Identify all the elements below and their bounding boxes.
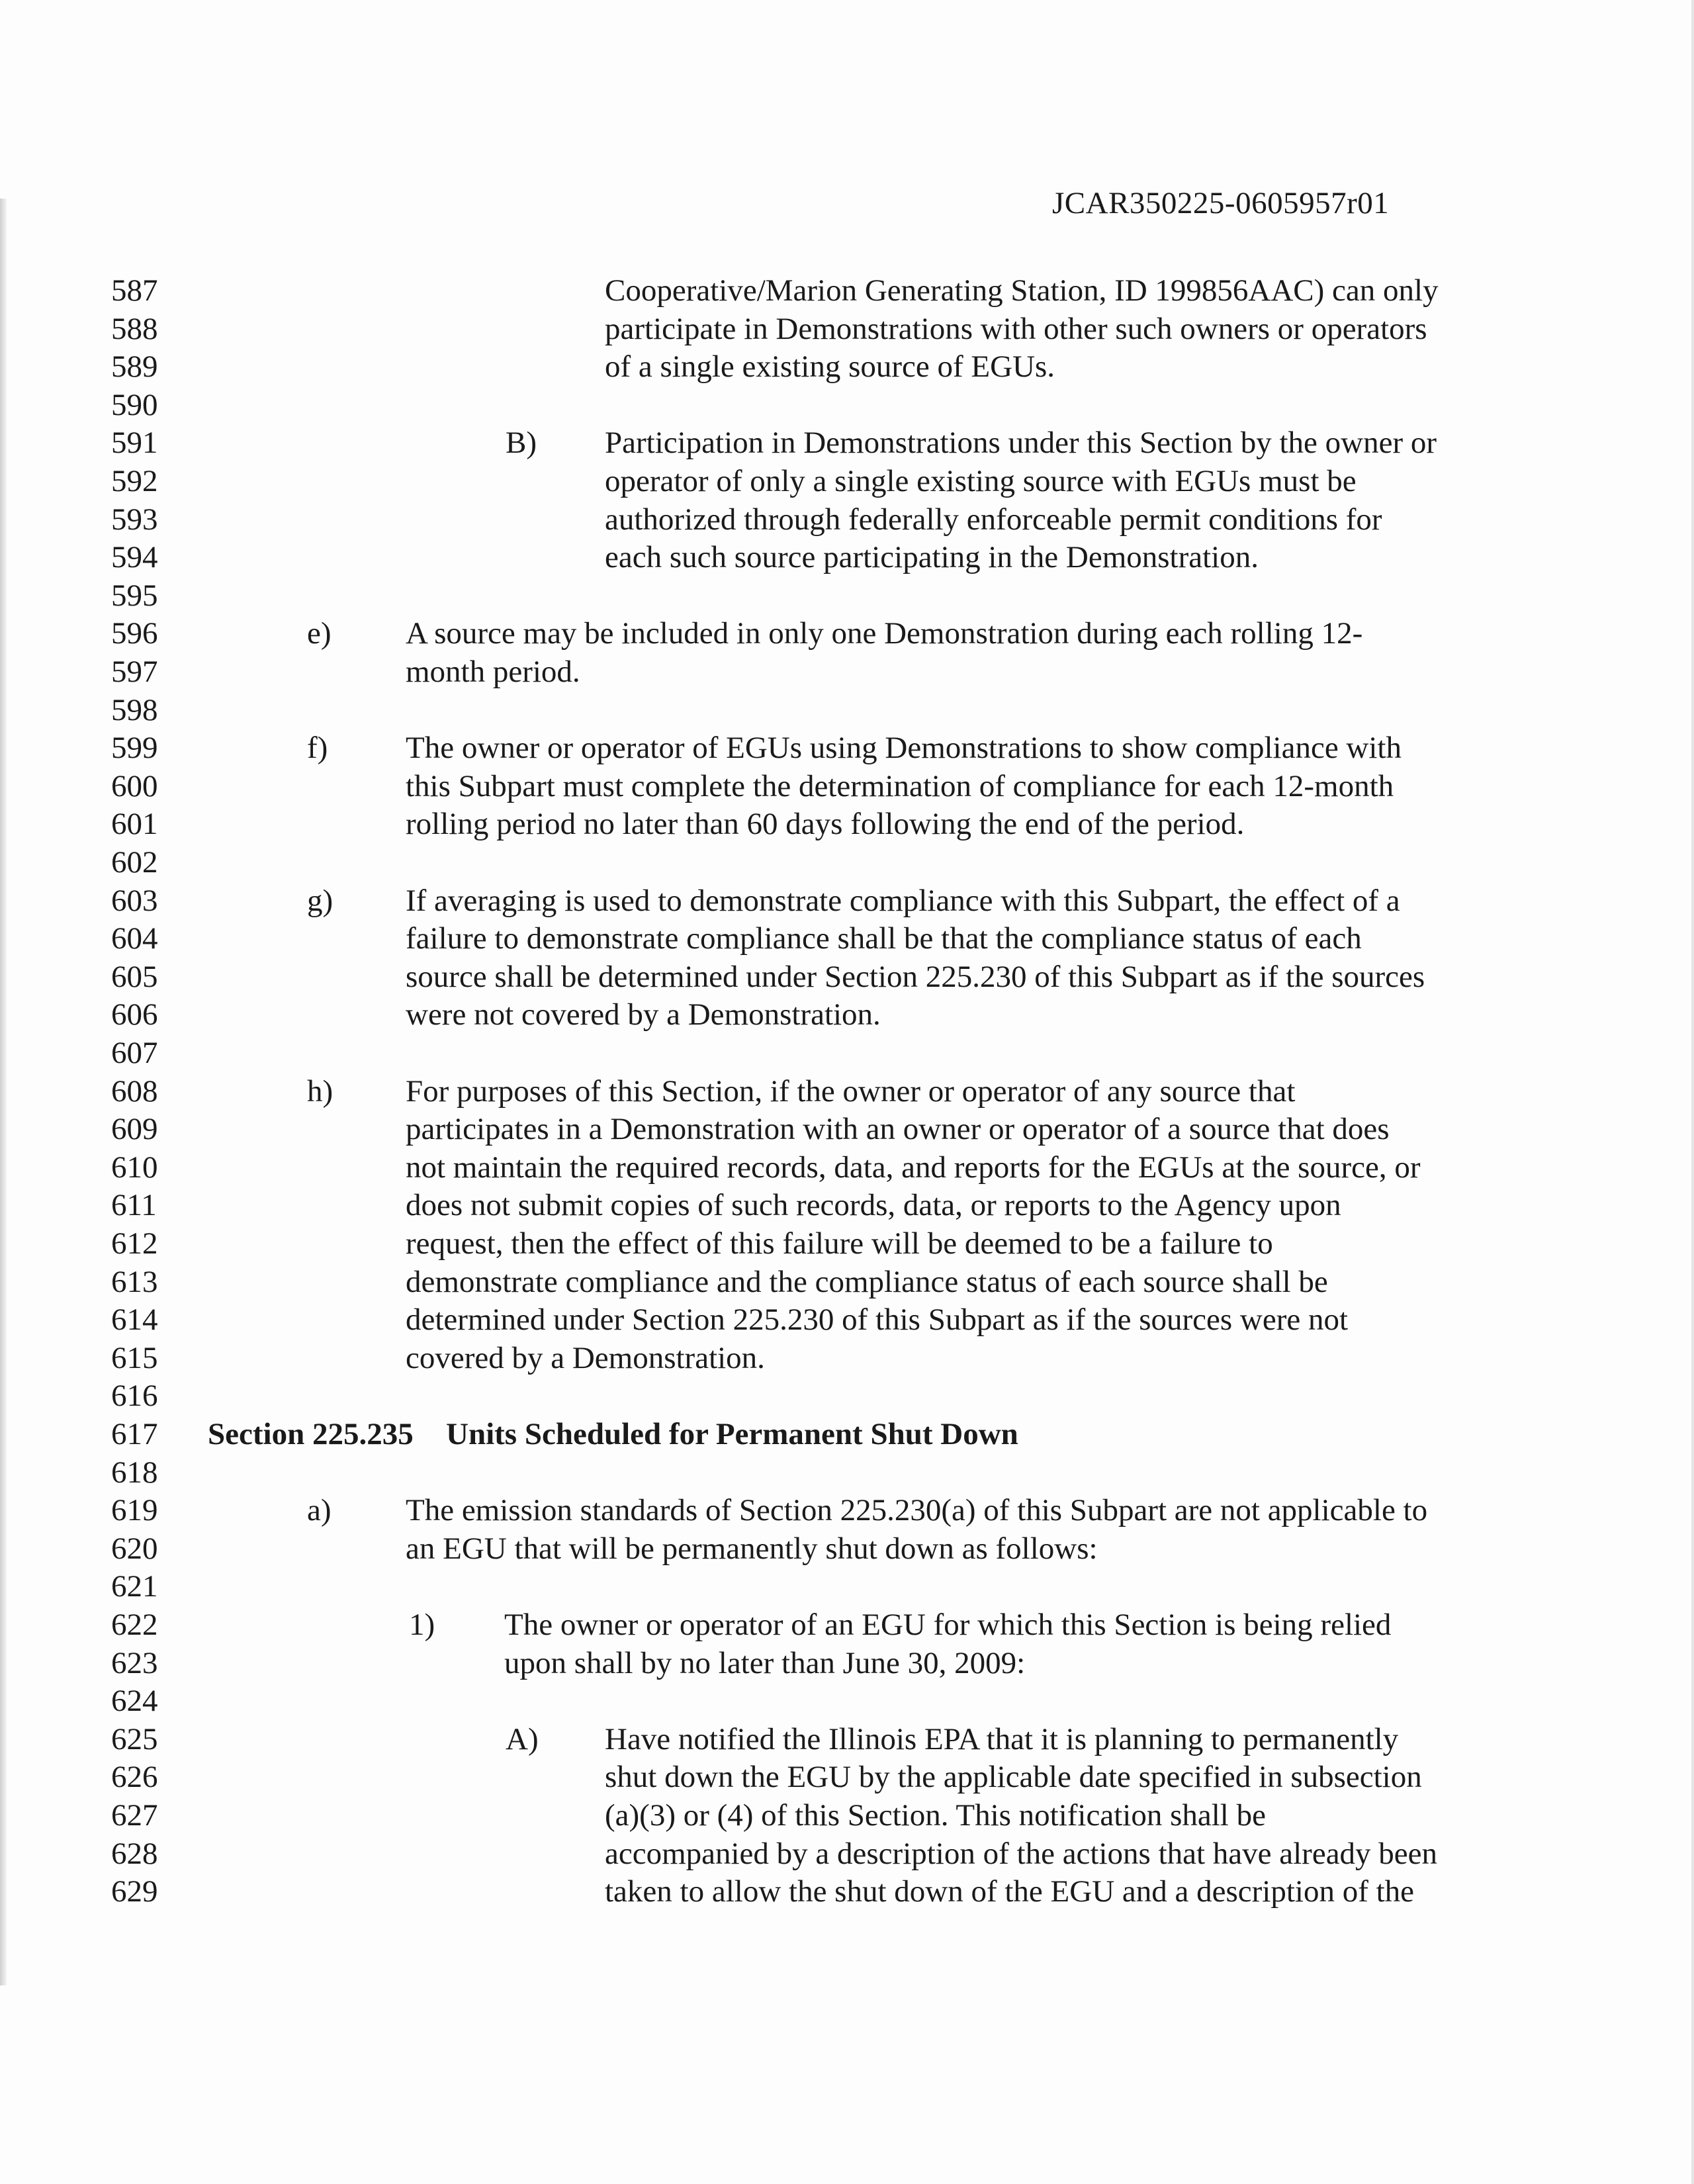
line-text: request, then the effect of this failure will be deemed to be a failure to (406, 1226, 1273, 1261)
document-line (0, 1339, 1694, 1377)
document-line (0, 1758, 1694, 1796)
document-line (0, 1415, 1694, 1453)
line-number: 612 (111, 1226, 158, 1261)
document-line (0, 1835, 1694, 1873)
line-text: upon shall by no later than June 30, 2009: (504, 1645, 1026, 1680)
document-line (0, 767, 1694, 805)
line-text: If averaging is used to demonstrate compliance with this Subpart, the effect of a (406, 883, 1400, 918)
section-title: Units Scheduled for Permanent Shut Down (446, 1417, 1018, 1451)
line-number: 590 (111, 387, 158, 422)
document-line (0, 500, 1694, 539)
subsection-label: B) (506, 426, 537, 461)
line-number: 606 (111, 997, 158, 1032)
line-number: 600 (111, 768, 158, 803)
line-text: rolling period no later than 60 days following the end of the period. (406, 807, 1245, 842)
line-number: 588 (111, 311, 158, 346)
document-line (0, 1720, 1694, 1758)
line-text: participates in a Demonstration with an owner or operator of a source that does (406, 1112, 1390, 1147)
document-line (0, 1300, 1694, 1339)
subsection-label: h) (307, 1073, 334, 1109)
line-number: 599 (111, 731, 158, 766)
document-line (0, 347, 1694, 386)
line-number: 608 (111, 1073, 158, 1109)
line-text: determined under Section 225.230 of this Subpart as if the sources were not (406, 1302, 1349, 1338)
line-number: 601 (111, 807, 158, 842)
document-line (0, 805, 1694, 843)
line-number: 597 (111, 655, 158, 689)
line-number: 617 (111, 1417, 158, 1451)
line-number: 616 (111, 1379, 158, 1414)
line-text: authorized through federally enforceable permit conditions for (605, 502, 1382, 537)
line-number: 624 (111, 1684, 158, 1719)
line-text: Have notified the Illinois EPA that it is planning to permanently (605, 1721, 1399, 1756)
line-text: demonstrate compliance and the compliance status of each source shall be (406, 1264, 1328, 1299)
line-text: A source may be included in only one Demonstration during each rolling 12- (406, 616, 1363, 651)
document-line (0, 1377, 1694, 1415)
line-text: taken to allow the shut down of the EGU and a description of the (605, 1874, 1415, 1909)
line-number: 589 (111, 349, 158, 385)
document-line (0, 576, 1694, 615)
line-text: were not covered by a Demonstration. (406, 997, 881, 1032)
line-text: this Subpart must complete the determination of compliance for each 12-month (406, 768, 1394, 803)
line-number: 619 (111, 1493, 158, 1528)
line-number: 613 (111, 1264, 158, 1299)
document-line (0, 1110, 1694, 1148)
line-number: 629 (111, 1874, 158, 1909)
line-text: shut down the EGU by the applicable date specified in subsection (605, 1760, 1422, 1795)
line-number: 609 (111, 1112, 158, 1147)
line-number: 614 (111, 1302, 158, 1338)
line-number: 591 (111, 426, 158, 461)
document-line (0, 843, 1694, 882)
line-text: For purposes of this Section, if the owner or operator of any source that (406, 1073, 1296, 1109)
document-line (0, 1186, 1694, 1224)
document-line (0, 1529, 1694, 1568)
line-number: 622 (111, 1608, 158, 1642)
document-line (0, 653, 1694, 691)
document-line (0, 995, 1694, 1034)
line-text: accompanied by a description of the actions that have already been (605, 1836, 1438, 1871)
document-line (0, 538, 1694, 576)
document-line (0, 614, 1694, 653)
line-number: 607 (111, 1036, 158, 1070)
document-line (0, 919, 1694, 958)
document-line (0, 1148, 1694, 1187)
document-line (0, 271, 1694, 310)
line-number: 604 (111, 921, 158, 956)
line-number: 594 (111, 540, 158, 575)
line-text: failure to demonstrate compliance shall be that the compliance status of each (406, 921, 1362, 956)
line-text: an EGU that will be permanently shut down as follows: (406, 1531, 1098, 1566)
line-number: 611 (111, 1188, 157, 1223)
document-line (0, 691, 1694, 729)
subsection-label: a) (307, 1493, 332, 1528)
document-line (0, 386, 1694, 424)
document-line (0, 1491, 1694, 1529)
line-number: 587 (111, 273, 158, 308)
document-line (0, 424, 1694, 462)
line-number: 628 (111, 1836, 158, 1871)
line-number: 598 (111, 692, 158, 727)
document-line (0, 1606, 1694, 1644)
line-number: 596 (111, 616, 158, 651)
line-text: (a)(3) or (4) of this Section. This notification shall be (605, 1798, 1266, 1833)
line-number: 605 (111, 959, 158, 994)
document-line (0, 1263, 1694, 1301)
line-number: 593 (111, 502, 158, 537)
document-line (0, 1872, 1694, 1911)
subsection-label: g) (307, 883, 334, 918)
line-number: 618 (111, 1455, 158, 1490)
document-line (0, 1034, 1694, 1072)
document-line (0, 958, 1694, 996)
subsection-label: e) (307, 616, 332, 651)
line-text: does not submit copies of such records, data, or reports to the Agency upon (406, 1188, 1341, 1223)
document-line (0, 1567, 1694, 1606)
line-number: 603 (111, 883, 158, 918)
line-text: Participation in Demonstrations under this Section by the owner or (605, 426, 1437, 461)
section-number: Section 225.235 (208, 1417, 414, 1451)
line-number: 592 (111, 464, 158, 498)
line-text: covered by a Demonstration. (406, 1340, 765, 1375)
line-text: The owner or operator of EGUs using Demonstrations to show compliance with (406, 731, 1402, 766)
line-text: source shall be determined under Section 225.230 of this Subpart as if the sources (406, 959, 1425, 994)
line-text: participate in Demonstrations with other such owners or operators (605, 311, 1427, 346)
line-text: operator of only a single existing source with EGUs must be (605, 464, 1357, 498)
document-line (0, 882, 1694, 920)
line-number: 610 (111, 1150, 158, 1185)
document-line (0, 1453, 1694, 1492)
document-line (0, 1644, 1694, 1682)
subsection-label: 1) (409, 1608, 435, 1642)
document-line (0, 1682, 1694, 1720)
line-number: 602 (111, 845, 158, 880)
line-number: 615 (111, 1340, 158, 1375)
line-number: 625 (111, 1721, 158, 1756)
document-line (0, 729, 1694, 767)
line-number: 620 (111, 1531, 158, 1566)
document-line (0, 462, 1694, 500)
line-number: 595 (111, 578, 158, 613)
line-text: Cooperative/Marion Generating Station, ID 199856AAC) can only (605, 273, 1439, 308)
subsection-label: A) (506, 1721, 539, 1756)
document-id: JCAR350225-0605957r01 (1052, 186, 1390, 220)
document-line (0, 1796, 1694, 1835)
document-line (0, 1072, 1694, 1111)
line-number: 623 (111, 1645, 158, 1680)
line-text: not maintain the required records, data, and reports for the EGUs at the source, or (406, 1150, 1421, 1185)
line-number: 626 (111, 1760, 158, 1795)
line-text: The owner or operator of an EGU for which this Section is being relied (504, 1608, 1392, 1642)
line-number: 621 (111, 1569, 158, 1604)
line-text: of a single existing source of EGUs. (605, 349, 1055, 385)
line-text: month period. (406, 655, 580, 689)
line-text: each such source participating in the Demonstration. (605, 540, 1259, 575)
subsection-label: f) (307, 731, 328, 766)
line-number: 627 (111, 1798, 158, 1833)
document-line (0, 310, 1694, 348)
document-line (0, 1224, 1694, 1263)
line-text: The emission standards of Section 225.230(a) of this Subpart are not applicable to (406, 1493, 1428, 1528)
